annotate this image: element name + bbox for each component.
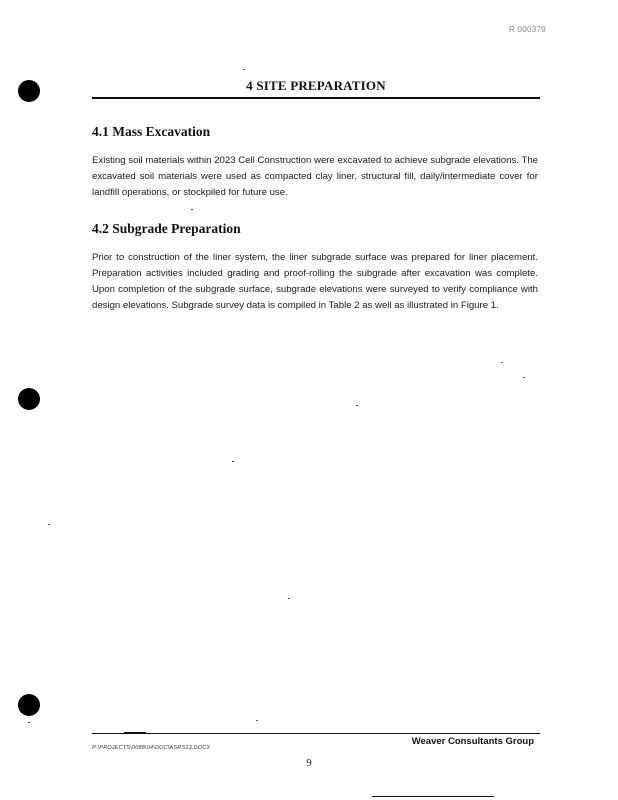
scan-speck [243, 69, 245, 70]
paragraph-mass-excavation: Existing soil materials within 2023 Cell Construction were excavated to achieve subgrade elevations. The excavated soil materials were used as compacted clay liner, structural fill, daily/intermediate cover for landfill operations, or stockpiled for future use. [92, 155, 538, 198]
scan-speck [232, 461, 234, 462]
footer-file-path: P:\PROJECTS\0088\04\DOC\ASRS13.DOCX [92, 745, 211, 751]
bottom-scan-line [372, 796, 494, 797]
binder-hole-bottom [18, 694, 40, 716]
binder-hole-middle [18, 388, 40, 410]
scan-speck [256, 720, 258, 721]
document-id-stamp: R 000379 [508, 25, 546, 34]
footer-company-name: Weaver Consultants Group [411, 736, 534, 747]
scan-speck [48, 524, 50, 525]
subsection-heading-mass-excavation: 4.1 Mass Excavation [92, 124, 211, 139]
scan-speck [501, 362, 503, 363]
section-title: 4 SITE PREPARATION [246, 78, 386, 93]
scan-speck [28, 722, 30, 723]
scan-speck [191, 209, 193, 210]
page-number: 9 [306, 757, 312, 769]
scan-speck [523, 377, 525, 378]
scan-speck [356, 405, 358, 406]
scan-speck [288, 598, 290, 599]
footer-rule [92, 733, 540, 734]
title-underline [92, 97, 540, 99]
subsection-heading-subgrade-preparation: 4.2 Subgrade Preparation [92, 221, 241, 236]
paragraph-subgrade-preparation: Prior to construction of the liner system, the liner subgrade surface was prepared for liner placement. Preparation activities included grading and proof-rolling the subgrade after excavation was complete. Upon completion of the subgrade surface, subgrade elevations were surveyed to verify compliance with design elevations. Subgrade survey data is compiled in Table 2 as well as illustrated in Figure 1. [92, 252, 538, 311]
binder-hole-top [18, 80, 40, 102]
